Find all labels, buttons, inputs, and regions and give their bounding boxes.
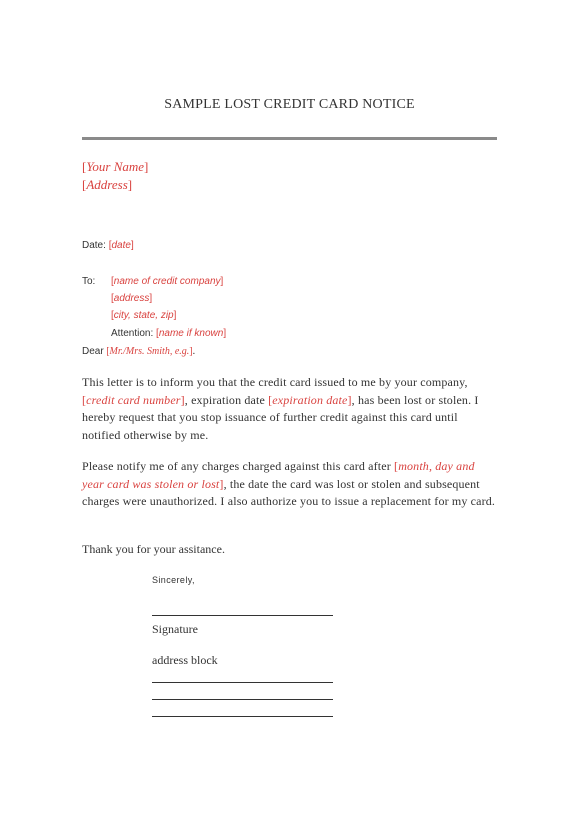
document-title: SAMPLE LOST CREDIT CARD NOTICE xyxy=(164,97,415,112)
date-line: Date: [date] xyxy=(82,240,134,251)
address-line-1 xyxy=(152,682,333,683)
attention-line: Attention: [name if known] xyxy=(111,328,227,339)
salutation: Dear [Mr./Mrs. Smith, e.g.]. xyxy=(82,346,196,357)
body-paragraph-2: Please notify me of any charges charged against this card after [month, day and year card was stolen or lost], the date the card was lost or stolen and subsequent charges were unauthorized. I also authorize you to issue a replacement for my card. xyxy=(82,459,496,509)
sender-name: [Your Name] xyxy=(82,159,149,174)
recipient-address: [address] xyxy=(111,293,153,304)
signature-label: Signature xyxy=(152,622,198,636)
sincerely: Sincerely, xyxy=(152,575,195,585)
recipient-city: [city, state, zip] xyxy=(111,310,177,321)
to-label: To: xyxy=(82,276,96,287)
signature-line xyxy=(152,615,333,616)
body-paragraph-1: This letter is to inform you that the credit card issued to me by your company, [credit card number], expiration date [expiration date], has been lost or stolen. I hereby request that you stop issuance of further credit against this card until notified otherwise by me. xyxy=(82,375,479,443)
address-block-label: address block xyxy=(152,653,218,667)
sender-address: [Address] xyxy=(82,177,133,192)
closing-text: Thank you for your assitance. xyxy=(82,542,225,556)
address-line-2 xyxy=(152,699,333,700)
address-line-3 xyxy=(152,716,333,717)
title-divider xyxy=(82,137,497,140)
recipient-company: [name of credit company] xyxy=(111,276,224,287)
